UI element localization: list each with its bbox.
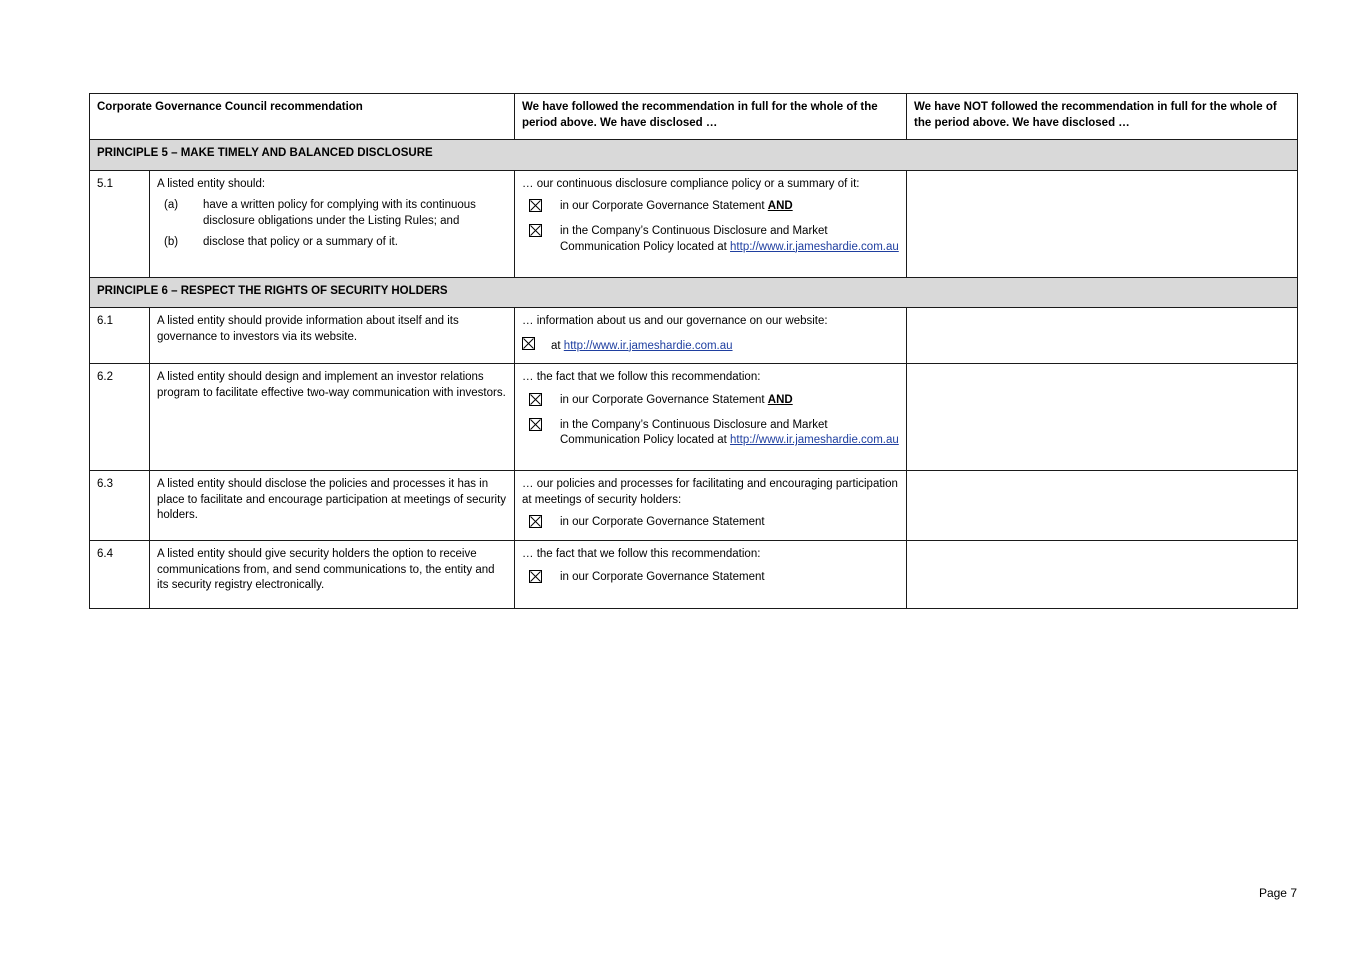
website-link[interactable]: http://www.ir.jameshardie.com.au xyxy=(563,339,733,352)
followed-lead-in: … information about us and our governance on our website: xyxy=(522,315,828,328)
row-number: 6.1 xyxy=(90,308,150,364)
row-followed-disclosure xyxy=(515,471,907,541)
recommendation-intro: A listed entity should disclose the policies and processes it has in place to facilitate and encourage participation at meetings of security holders. xyxy=(157,478,507,522)
row-recommendation xyxy=(150,471,515,541)
row-followed-disclosure xyxy=(515,364,907,471)
disclosure-option-text: in the Company’s Continuous Disclosure and Market Communication Policy located at xyxy=(560,418,828,447)
row-number: 6.2 xyxy=(90,364,150,471)
sub-item-text: disclose that policy or a summary of it. xyxy=(203,236,398,249)
disclosure-option xyxy=(522,337,899,355)
row-not-followed-disclosure xyxy=(907,308,1298,364)
followed-lead-in: … the fact that we follow this recommendation: xyxy=(522,371,761,384)
row-followed-disclosure xyxy=(515,308,907,364)
disclosure-option-emphasis: AND xyxy=(767,200,793,213)
checkbox-checked-icon[interactable] xyxy=(529,418,542,431)
followed-lead-in: … our policies and processes for facilitating and encouraging participation at meetings of security holders: xyxy=(522,478,898,506)
table-header-row xyxy=(90,94,1298,140)
row-followed-disclosure xyxy=(515,170,907,277)
checkbox-checked-icon[interactable] xyxy=(529,224,542,237)
disclosure-option xyxy=(522,570,899,586)
recommendation-intro: A listed entity should provide information about itself and its governance to investors via its website. xyxy=(157,315,459,343)
header-recommendation: Corporate Governance Council recommendation xyxy=(90,94,515,140)
sub-item-label: (a) xyxy=(164,199,179,212)
row-not-followed-disclosure xyxy=(907,541,1298,609)
disclosure-option xyxy=(522,418,899,449)
recommendation-sub-item xyxy=(157,235,507,251)
disclosure-option-text: at xyxy=(551,339,564,352)
followed-lead-in: … our continuous disclosure compliance policy or a summary of it: xyxy=(522,177,860,190)
recommendation-intro: A listed entity should give security holders the option to receive communications from, and send communications to, the entity and its security registry electronically. xyxy=(157,548,495,592)
checkbox-checked-icon[interactable] xyxy=(529,393,542,406)
recommendation-intro: A listed entity should design and implement an investor relations program to facilitate effective two-way communication with investors. xyxy=(157,371,506,399)
sub-item-label: (b) xyxy=(164,236,179,249)
row-recommendation xyxy=(150,170,515,277)
checkbox-checked-icon[interactable] xyxy=(529,515,542,528)
checkbox-checked-icon[interactable] xyxy=(529,199,542,212)
disclosure-option-text: in our Corporate Governance Statement xyxy=(560,200,768,213)
row-followed-disclosure xyxy=(515,541,907,609)
disclosure-option-text: in the Company’s Continuous Disclosure and Market Communication Policy located at xyxy=(560,225,828,253)
row-number: 6.3 xyxy=(90,471,150,541)
header-followed: We have followed the recommendation in full for the whole of the period above. We have disclosed … xyxy=(515,94,907,140)
row-not-followed-disclosure xyxy=(907,471,1298,541)
table-row xyxy=(90,308,1298,364)
row-recommendation xyxy=(150,364,515,471)
row-not-followed-disclosure xyxy=(907,364,1298,471)
disclosure-option-text: in our Corporate Governance Statement xyxy=(560,570,765,583)
page-number: Page 7 xyxy=(1258,886,1297,900)
row-number: 6.4 xyxy=(90,541,150,609)
disclosure-option-text: in our Corporate Governance Statement xyxy=(560,393,768,406)
recommendation-intro: A listed entity should: xyxy=(157,177,266,190)
disclosure-option-text: in our Corporate Governance Statement xyxy=(560,516,765,529)
governance-compliance-table xyxy=(89,93,1298,609)
table-row xyxy=(90,541,1298,609)
disclosure-option-emphasis: AND xyxy=(767,393,793,406)
table-row xyxy=(90,170,1298,277)
table-row xyxy=(90,364,1298,471)
sub-item-text: have a written policy for complying with its continuous disclosure obligations under the Listing Rules; and xyxy=(203,199,476,227)
disclosure-option xyxy=(522,515,899,531)
followed-lead-in: … the fact that we follow this recommendation: xyxy=(522,548,761,561)
header-not-followed: We have NOT followed the recommendation in full for the whole of the period above. We have disclosed … xyxy=(907,94,1298,140)
principle-6-title: PRINCIPLE 6 – RESPECT THE RIGHTS OF SECURITY HOLDERS xyxy=(90,277,1298,308)
row-recommendation xyxy=(150,541,515,609)
checkbox-checked-icon[interactable] xyxy=(529,570,542,583)
disclosure-option xyxy=(522,224,899,255)
disclosure-option xyxy=(522,393,899,409)
row-not-followed-disclosure xyxy=(907,170,1298,277)
table-row xyxy=(90,471,1298,541)
principle-heading-row xyxy=(90,277,1298,308)
recommendation-sublist xyxy=(157,198,507,251)
recommendation-sub-item xyxy=(157,198,507,229)
policy-link[interactable]: http://www.ir.jameshardie.com.au xyxy=(730,240,899,253)
disclosure-option xyxy=(522,199,899,215)
principle-5-title: PRINCIPLE 5 – MAKE TIMELY AND BALANCED DISCLOSURE xyxy=(90,140,1298,171)
row-recommendation xyxy=(150,308,515,364)
row-number: 5.1 xyxy=(90,170,150,277)
checkbox-checked-icon[interactable] xyxy=(522,337,535,350)
policy-link[interactable]: http://www.ir.jameshardie.com.au xyxy=(730,434,899,447)
principle-heading-row xyxy=(90,140,1298,171)
